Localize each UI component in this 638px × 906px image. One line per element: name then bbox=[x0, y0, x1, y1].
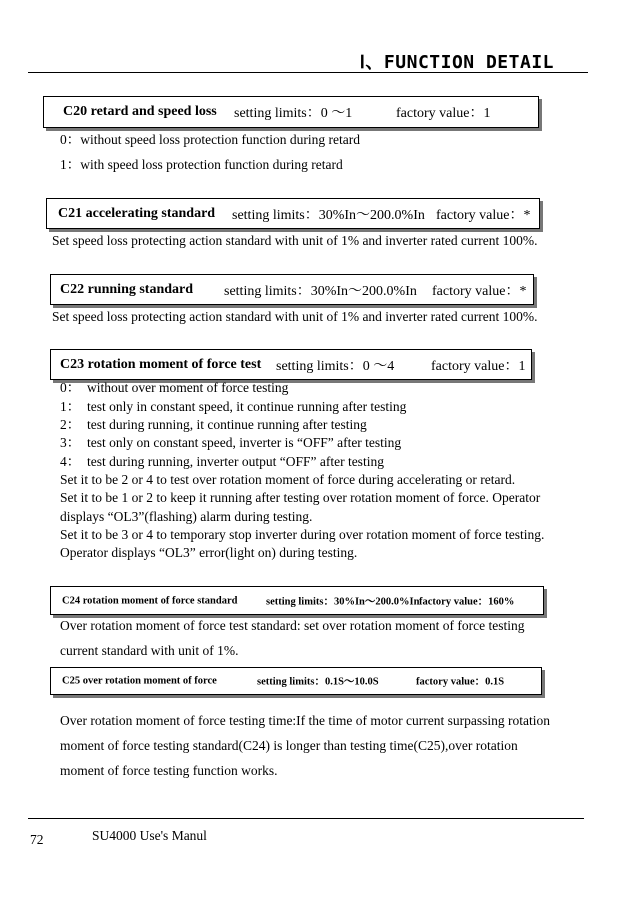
param-limits: setting limits：0 ～1 bbox=[234, 106, 353, 121]
option-text: test only in constant speed, it continue running after testing bbox=[87, 399, 407, 414]
manual-title: SU4000 Use's Manul bbox=[92, 828, 207, 843]
description-line: Set speed loss protecting action standard with unit of 1% and inverter rated current 100%. bbox=[52, 309, 538, 324]
param-name: C23 rotation moment of force test bbox=[60, 356, 262, 372]
description-line: Set speed loss protecting action standard with unit of 1% and inverter rated current 100%. bbox=[52, 233, 538, 248]
page-number: 72 bbox=[30, 832, 44, 847]
param-name: C22 running standard bbox=[60, 281, 194, 297]
section-title: Ⅰ、FUNCTION DETAIL bbox=[359, 52, 554, 73]
param-name: C25 over rotation moment of force bbox=[62, 675, 217, 687]
param-factory: factory value：* bbox=[432, 283, 527, 299]
param-factory: factory value：0.1S bbox=[416, 676, 505, 688]
option-line: 1：with speed loss protection function during retard bbox=[60, 157, 343, 172]
description-line: Set it to be 1 or 2 to keep it running after testing over rotation moment of force. Operator bbox=[60, 490, 541, 505]
description-line: Operator displays “OL3” error(light on) during testing. bbox=[60, 545, 358, 560]
param-name: C20 retard and speed loss bbox=[63, 104, 217, 119]
param-factory: factory value：1 bbox=[431, 358, 526, 374]
param-factory: factory value：1 bbox=[396, 106, 491, 121]
param-limits: setting limits：30%In～200.0%In bbox=[266, 596, 420, 607]
param-box-c23 bbox=[50, 349, 532, 380]
description-line: Over rotation moment of force testing time:If the time of motor current surpassing rotation bbox=[60, 713, 550, 728]
option-text: test during running, it continue running after testing bbox=[87, 417, 367, 432]
param-limits: setting limits：0.1S～10.0S bbox=[257, 676, 379, 688]
option-key: 4： bbox=[60, 454, 81, 469]
description-line: Over rotation moment of force test standard: set over rotation moment of force testing bbox=[60, 618, 525, 633]
header-divider bbox=[28, 72, 588, 73]
description-line: Set it to be 3 or 4 to temporary stop inverter during over rotation moment of force testing. bbox=[60, 527, 545, 542]
param-box-c21 bbox=[46, 198, 540, 229]
description-line: moment of force testing function works. bbox=[60, 763, 278, 778]
description-line: current standard with unit of 1%. bbox=[60, 643, 239, 658]
option-text: test during running, inverter output “OFF” after testing bbox=[87, 454, 384, 469]
param-name: C24 rotation moment of force standard bbox=[62, 595, 238, 606]
option-key: 3： bbox=[60, 435, 81, 450]
description-line: Set it to be 2 or 4 to test over rotation moment of force during accelerating or retard. bbox=[60, 472, 516, 487]
option-key: 2： bbox=[60, 417, 81, 432]
option-key: 0： bbox=[60, 380, 81, 395]
param-limits: setting limits：0 ～4 bbox=[276, 358, 395, 374]
param-box-c20 bbox=[43, 96, 539, 128]
option-key: 1： bbox=[60, 399, 81, 414]
footer-divider bbox=[28, 818, 584, 819]
param-limits: setting limits：30%In～200.0%In bbox=[232, 207, 425, 223]
option-text: without over moment of force testing bbox=[87, 380, 289, 395]
param-factory: factory value：160% bbox=[419, 596, 515, 607]
param-factory: factory value：* bbox=[436, 207, 531, 223]
option-line: 0：without speed loss protection function during retard bbox=[60, 132, 360, 147]
option-text: test only on constant speed, inverter is “OFF” after testing bbox=[87, 435, 402, 450]
param-box-c24 bbox=[50, 586, 544, 615]
param-name: C21 accelerating standard bbox=[58, 205, 216, 221]
description-line: displays “OL3”(flashing) alarm during testing. bbox=[60, 509, 313, 524]
param-box-c25 bbox=[50, 667, 542, 695]
param-limits: setting limits：30%In～200.0%In bbox=[224, 283, 417, 299]
description-line: moment of force testing standard(C24) is longer than testing time(C25),over rotation bbox=[60, 738, 518, 753]
param-box-c22 bbox=[50, 274, 534, 305]
